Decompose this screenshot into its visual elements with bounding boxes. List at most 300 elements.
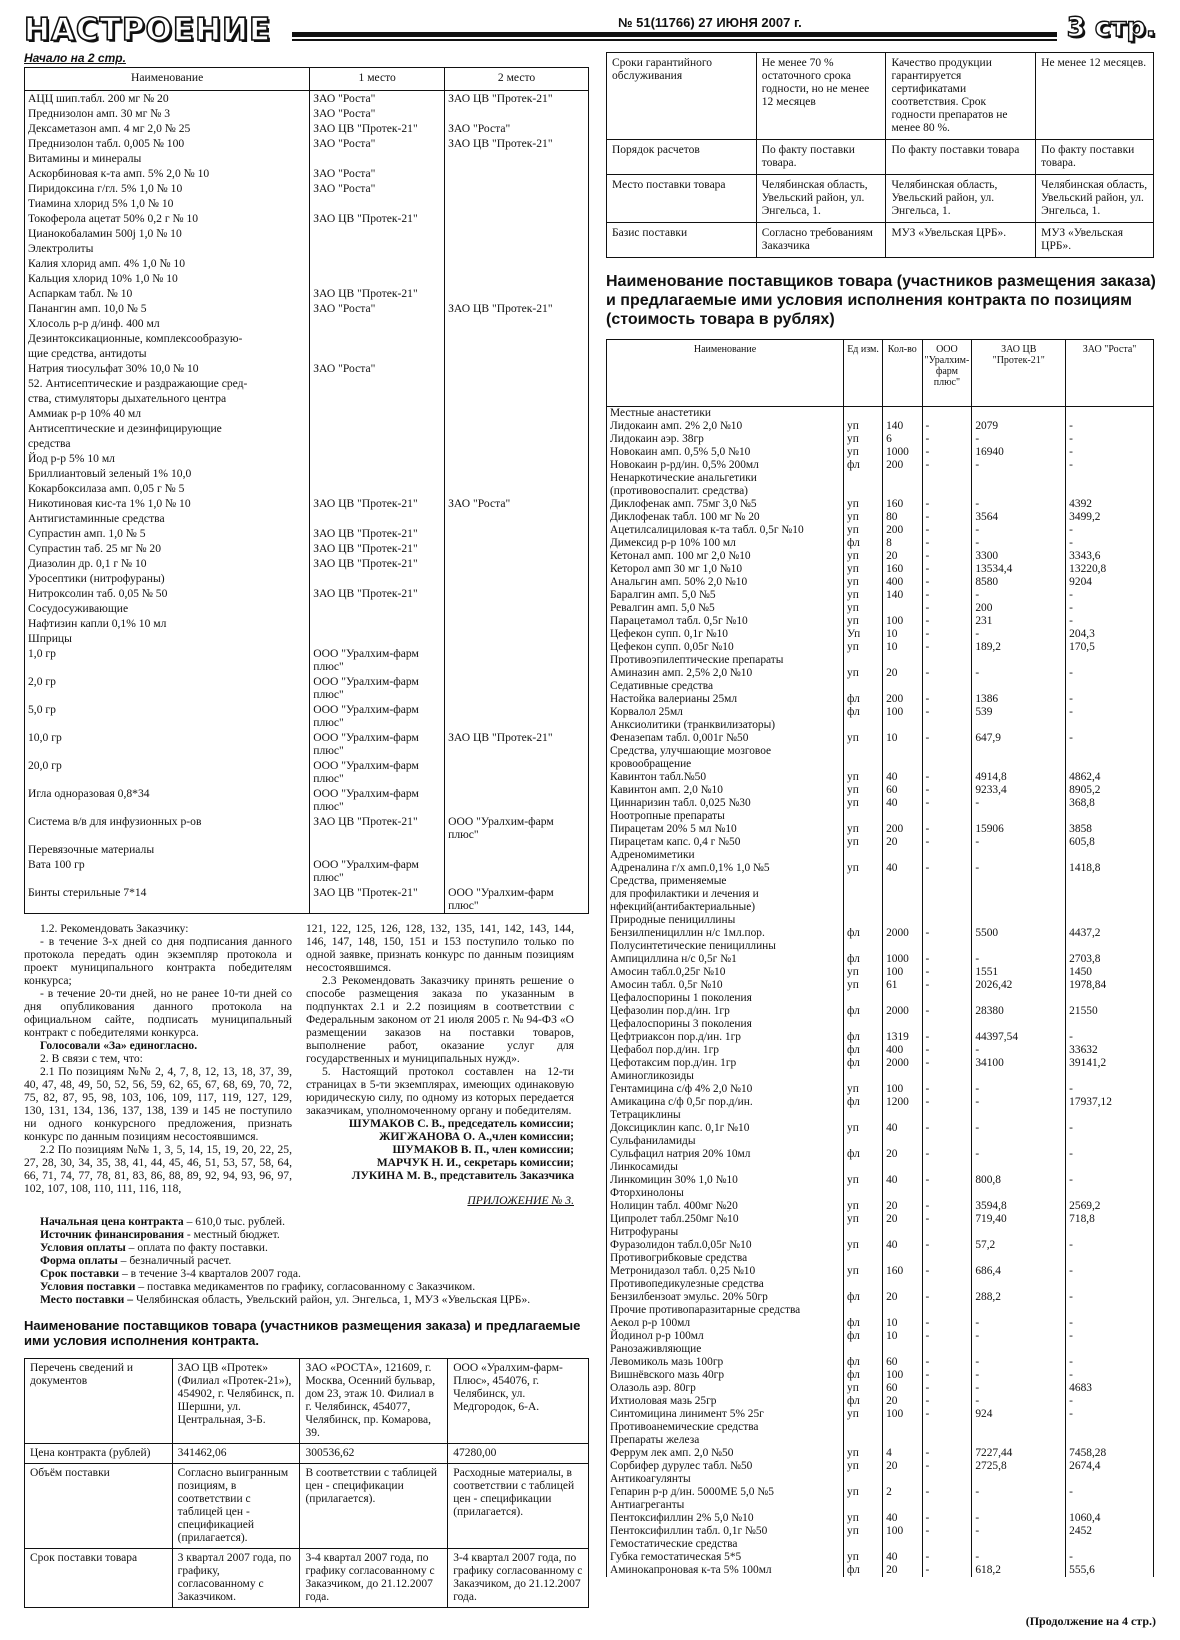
table-cell: 20,0 гр bbox=[25, 758, 310, 786]
table-cell bbox=[445, 106, 589, 121]
table-cell bbox=[922, 1304, 972, 1317]
table-row bbox=[607, 706, 1154, 719]
table-cell: Цефалоспорины 1 поколения bbox=[607, 992, 844, 1005]
table-cell: - bbox=[922, 927, 972, 940]
table-cell: 2725,8 bbox=[972, 1460, 1066, 1473]
table-cell: фл bbox=[844, 953, 883, 966]
table-cell bbox=[844, 992, 883, 1005]
table-cell: - bbox=[922, 1486, 972, 1499]
table-cell bbox=[445, 451, 589, 466]
table-row bbox=[607, 771, 1154, 784]
table-cell bbox=[883, 1070, 922, 1083]
table-cell: - bbox=[972, 1382, 1066, 1395]
table-cell: Аекол р-р 100мл bbox=[607, 1317, 844, 1330]
table-cell: Ревалгин амп. 5,0 №5 bbox=[607, 602, 844, 615]
table-cell: ООО "Уралхим-фарм плюс" bbox=[445, 814, 589, 842]
table-row bbox=[607, 823, 1154, 836]
table-cell: Бинты стерильные 7*14 bbox=[25, 885, 310, 914]
start-note: Начало на 2 стр. bbox=[24, 51, 126, 65]
table-cell: - bbox=[922, 1564, 972, 1577]
table-row bbox=[607, 1083, 1154, 1096]
table-cell bbox=[310, 331, 445, 346]
suppliers-table bbox=[24, 1358, 589, 1608]
paragraph: 2.1 По позициям №№ 2, 4, 7, 8, 12, 13, 18, 37, 39, 40, 47, 48, 49, 50, 52, 56, 59, 62, 65, 67, 68, 69, 70, 72, 75, 82, 87, 95, 98, 103, 106, 109, 117, 119, 127, 129, 130, 131, 134, 136, 137, 138, 139 и 145 не поступило ни одного конкурсного предложения, признать конкурс по данным позициям несостоявшимся. bbox=[24, 1065, 292, 1143]
table-cell bbox=[844, 810, 883, 823]
table-cell: 300536,62 bbox=[300, 1444, 448, 1464]
table-cell: 47280,00 bbox=[448, 1444, 589, 1464]
t1-header: 2 место bbox=[445, 68, 589, 91]
table-cell: - bbox=[972, 1395, 1066, 1408]
table-cell bbox=[844, 1070, 883, 1083]
table-cell bbox=[883, 888, 922, 901]
table-cell: Прочие противопаразитарные средства bbox=[607, 1304, 844, 1317]
table-cell bbox=[883, 1226, 922, 1239]
table-cell: - bbox=[922, 524, 972, 537]
table-cell bbox=[445, 758, 589, 786]
table-cell: ООО "Уралхим-фарм плюс" bbox=[310, 786, 445, 814]
table-row bbox=[607, 1395, 1154, 1408]
table-cell: - bbox=[1066, 459, 1154, 472]
table-cell bbox=[883, 407, 922, 421]
table-cell bbox=[310, 226, 445, 241]
table-cell: уп bbox=[844, 446, 883, 459]
table-cell bbox=[883, 1499, 922, 1512]
table-row bbox=[25, 286, 589, 301]
table-cell: Панангин амп. 10,0 № 5 bbox=[25, 301, 310, 316]
table-cell: - bbox=[972, 433, 1066, 446]
table-cell: 1319 bbox=[883, 1031, 922, 1044]
table-row bbox=[607, 1551, 1154, 1564]
table-cell: - bbox=[1066, 1551, 1154, 1564]
table-row bbox=[25, 631, 589, 646]
table-row bbox=[607, 758, 1154, 771]
table-cell bbox=[445, 466, 589, 481]
table-cell: 4437,2 bbox=[1066, 927, 1154, 940]
table-cell: 40 bbox=[883, 862, 922, 875]
term-line bbox=[24, 1228, 592, 1241]
table-cell: - bbox=[972, 667, 1066, 680]
table-cell bbox=[883, 680, 922, 693]
term-value: – оплата по факту поставки. bbox=[128, 1241, 268, 1254]
table-cell: Адреналина г/х амп.0,1% 1,0 №5 bbox=[607, 862, 844, 875]
table-row bbox=[607, 1369, 1154, 1382]
vote-line: Голосовали «За» единогласно. bbox=[40, 1039, 198, 1052]
table-cell: - bbox=[1066, 1291, 1154, 1304]
table-cell: 368,8 bbox=[1066, 797, 1154, 810]
table-cell: 539 bbox=[972, 706, 1066, 719]
table-row bbox=[25, 211, 589, 226]
table-cell: - bbox=[922, 1239, 972, 1252]
table-cell bbox=[972, 1070, 1066, 1083]
page-header bbox=[24, 12, 1156, 46]
table-cell bbox=[922, 875, 972, 888]
table-cell: - bbox=[922, 1213, 972, 1226]
table-cell: Не менее 70 % остаточного срока годности, но не менее 12 месяцев bbox=[756, 53, 886, 140]
table-cell: - bbox=[1066, 1395, 1154, 1408]
table-cell bbox=[883, 1538, 922, 1551]
table-cell: Челябинская область, Увельский район, ул. Энгельса, 1. bbox=[886, 175, 1036, 223]
table-cell: Уп bbox=[844, 628, 883, 641]
table-row bbox=[25, 601, 589, 616]
table-cell: уп bbox=[844, 1213, 883, 1226]
table-cell bbox=[883, 1473, 922, 1486]
table-cell: ООО "Уралхим-фарм плюс" bbox=[310, 730, 445, 758]
table-cell: Перечень сведений и документов bbox=[25, 1359, 173, 1444]
table-cell bbox=[922, 472, 972, 485]
table-cell: Не менее 12 месяцев. bbox=[1036, 53, 1154, 140]
table-cell bbox=[883, 810, 922, 823]
table-cell: 40 bbox=[883, 1512, 922, 1525]
table-cell bbox=[844, 914, 883, 927]
table-cell: Согласно требованиям Заказчика bbox=[756, 223, 886, 258]
table-row bbox=[607, 1382, 1154, 1395]
table-cell bbox=[972, 1343, 1066, 1356]
table-cell: Адреномиметики bbox=[607, 849, 844, 862]
table-row bbox=[607, 1291, 1154, 1304]
table-cell bbox=[844, 1304, 883, 1317]
table-cell bbox=[972, 1278, 1066, 1291]
table-cell: 20 bbox=[883, 667, 922, 680]
table-cell: фл bbox=[844, 459, 883, 472]
table-cell: - bbox=[922, 511, 972, 524]
table-cell bbox=[844, 1018, 883, 1031]
paragraph: - в течение 20-ти дней, но не ранее 10-ти дней со дня опубликования данного протокола на официальном сайте, подписать муниципальный контракт с победителями конкурса. bbox=[24, 987, 292, 1039]
table-cell: - bbox=[1066, 537, 1154, 550]
table-cell: Хлосоль р-р д/инф. 400 мл bbox=[25, 316, 310, 331]
table-cell bbox=[922, 1434, 972, 1447]
table-cell: - bbox=[922, 576, 972, 589]
table-row bbox=[607, 1031, 1154, 1044]
table-cell: - bbox=[922, 953, 972, 966]
table-cell: Ципролет табл.250мг №10 bbox=[607, 1213, 844, 1226]
table-cell: Аммиак р-р 10% 40 мл bbox=[25, 406, 310, 421]
table-cell bbox=[1066, 1434, 1154, 1447]
table-cell: 40 bbox=[883, 797, 922, 810]
table-cell bbox=[1066, 680, 1154, 693]
table-cell: 40 bbox=[883, 771, 922, 784]
table-cell: 160 bbox=[883, 563, 922, 576]
table-row bbox=[607, 1187, 1154, 1200]
conditions-table bbox=[606, 52, 1154, 258]
table-row bbox=[607, 576, 1154, 589]
table-cell bbox=[972, 745, 1066, 758]
table-cell: - bbox=[972, 1317, 1066, 1330]
table-row bbox=[25, 316, 589, 331]
table-cell: - bbox=[922, 1005, 972, 1018]
table-cell: Противоэпилептические препараты bbox=[607, 654, 844, 667]
table-cell bbox=[1066, 1187, 1154, 1200]
table-cell bbox=[922, 1538, 972, 1551]
table-cell bbox=[445, 346, 589, 361]
term-value: – в течение 3-4 кварталов 2007 года. bbox=[121, 1267, 301, 1280]
table-cell: Сульфацил натрия 20% 10мл bbox=[607, 1148, 844, 1161]
table-cell: 40 bbox=[883, 1122, 922, 1135]
table-cell: 2 bbox=[883, 1486, 922, 1499]
table-cell bbox=[883, 940, 922, 953]
table-cell bbox=[844, 1161, 883, 1174]
table-cell: уп bbox=[844, 511, 883, 524]
table-cell bbox=[922, 1109, 972, 1122]
table-cell: Цена контракта (рублей) bbox=[25, 1444, 173, 1464]
table-cell: - bbox=[922, 1057, 972, 1070]
table-row bbox=[25, 730, 589, 758]
table-cell: кровообращение bbox=[607, 758, 844, 771]
table-cell bbox=[844, 654, 883, 667]
table-cell: Сорбифер дурулес табл. №50 bbox=[607, 1460, 844, 1473]
table-row bbox=[607, 1161, 1154, 1174]
table-cell: Препараты железа bbox=[607, 1434, 844, 1447]
table-cell: Аминазин амп. 2,5% 2,0 №10 bbox=[607, 667, 844, 680]
table-cell: Феррум лек амп. 2,0 №50 bbox=[607, 1447, 844, 1460]
table-cell bbox=[883, 1135, 922, 1148]
table-cell: - bbox=[1066, 433, 1154, 446]
table-cell: Объём поставки bbox=[25, 1464, 173, 1549]
table-cell bbox=[972, 680, 1066, 693]
table-cell: ЗАО ЦВ "Протек-21" bbox=[310, 586, 445, 601]
table-cell: Место поставки товара bbox=[607, 175, 757, 223]
table-cell bbox=[922, 680, 972, 693]
table-cell: Ранозаживляющие bbox=[607, 1343, 844, 1356]
table-cell bbox=[445, 316, 589, 331]
left-column bbox=[24, 52, 592, 1608]
table-row bbox=[607, 810, 1154, 823]
table-row bbox=[607, 1226, 1154, 1239]
table-row bbox=[607, 1265, 1154, 1278]
table-cell bbox=[883, 901, 922, 914]
table-row bbox=[25, 616, 589, 631]
table-cell: Антигистаминные средства bbox=[25, 511, 310, 526]
term-value: - местный бюджет. bbox=[186, 1228, 280, 1241]
table-cell: ЗАО "Роста" bbox=[445, 121, 589, 136]
table-row bbox=[607, 1122, 1154, 1135]
table-cell bbox=[972, 849, 1066, 862]
table-cell: Феназепам табл. 0,001г №50 bbox=[607, 732, 844, 745]
table-row bbox=[607, 1473, 1154, 1486]
table-cell: 100 bbox=[883, 1083, 922, 1096]
table-cell: Электролиты bbox=[25, 241, 310, 256]
table-cell: 100 bbox=[883, 706, 922, 719]
table-cell: Фуразолидон табл.0,05г №10 bbox=[607, 1239, 844, 1252]
table-cell bbox=[445, 391, 589, 406]
table-cell: Тиамина хлорид 5% 1,0 № 10 bbox=[25, 196, 310, 211]
table-cell: Лидокаин аэр. 38гр bbox=[607, 433, 844, 446]
table-cell: - bbox=[922, 550, 972, 563]
table-row bbox=[607, 615, 1154, 628]
table-cell: уп bbox=[844, 563, 883, 576]
table-cell bbox=[922, 810, 972, 823]
table-cell: фл bbox=[844, 1330, 883, 1343]
table-cell: - bbox=[922, 732, 972, 745]
table-cell: уп bbox=[844, 1486, 883, 1499]
table-cell: ЗАО ЦВ "Протек-21" bbox=[310, 286, 445, 301]
table-row bbox=[607, 1408, 1154, 1421]
table-cell: Сосудосуживающие bbox=[25, 601, 310, 616]
table-cell bbox=[1066, 1278, 1154, 1291]
table-cell bbox=[1066, 1109, 1154, 1122]
table-cell: - bbox=[1066, 1174, 1154, 1187]
term-label: Условия оплаты bbox=[40, 1241, 126, 1254]
table-cell bbox=[972, 1161, 1066, 1174]
table-cell: щие средства, антидоты bbox=[25, 346, 310, 361]
table-cell: 100 bbox=[883, 1525, 922, 1538]
table-cell bbox=[972, 992, 1066, 1005]
table-cell: 3 квартал 2007 года, по графику, согласованному с Заказчиком. bbox=[172, 1549, 300, 1608]
table-cell bbox=[1066, 1070, 1154, 1083]
table-cell bbox=[922, 1343, 972, 1356]
table-cell bbox=[445, 702, 589, 730]
table-cell: ООО "Уралхим-фарм плюс" bbox=[310, 646, 445, 674]
table-cell: - bbox=[922, 1408, 972, 1421]
table-cell: 2452 bbox=[1066, 1525, 1154, 1538]
table-cell: 231 bbox=[972, 615, 1066, 628]
table-cell: 618,2 bbox=[972, 1564, 1066, 1577]
table-cell bbox=[922, 1070, 972, 1083]
table-cell: ООО "Уралхим-фарм плюс" bbox=[310, 702, 445, 730]
table-cell bbox=[883, 1252, 922, 1265]
table-row bbox=[607, 1057, 1154, 1070]
table-cell bbox=[883, 485, 922, 498]
table-cell: МУЗ «Увельская ЦРБ». bbox=[1036, 223, 1154, 258]
table-row bbox=[25, 842, 589, 857]
table-cell bbox=[922, 407, 972, 421]
table-cell: - bbox=[922, 966, 972, 979]
table-cell: - bbox=[922, 1330, 972, 1343]
table-cell: ства, стимуляторы дыхательного центра bbox=[25, 391, 310, 406]
table-cell: Цефазолин пор.д/ин. 1гр bbox=[607, 1005, 844, 1018]
header-rule bbox=[292, 32, 1057, 41]
table-cell: 13220,8 bbox=[1066, 563, 1154, 576]
table-cell: уп bbox=[844, 784, 883, 797]
table-row bbox=[25, 181, 589, 196]
table-cell: 4 bbox=[883, 1447, 922, 1460]
table-cell: уп bbox=[844, 1382, 883, 1395]
table-cell: 170,5 bbox=[1066, 641, 1154, 654]
table-cell bbox=[922, 1018, 972, 1031]
table-cell bbox=[445, 674, 589, 702]
table-cell bbox=[972, 875, 1066, 888]
table-cell bbox=[844, 1109, 883, 1122]
table-cell: 189,2 bbox=[972, 641, 1066, 654]
table-cell: Синтомицина линимент 5% 25г bbox=[607, 1408, 844, 1421]
table-cell bbox=[972, 1187, 1066, 1200]
table-row bbox=[607, 1304, 1154, 1317]
table-cell bbox=[310, 241, 445, 256]
table-cell bbox=[310, 421, 445, 436]
table-cell: Димексид р-р 10% 100 мл bbox=[607, 537, 844, 550]
table-cell: 13534,4 bbox=[972, 563, 1066, 576]
table-cell: 204,3 bbox=[1066, 628, 1154, 641]
table-cell: 288,2 bbox=[972, 1291, 1066, 1304]
table-cell: - bbox=[972, 1369, 1066, 1382]
table-row bbox=[607, 1499, 1154, 1512]
table-cell: 80 bbox=[883, 511, 922, 524]
table-cell: 2703,8 bbox=[1066, 953, 1154, 966]
table-cell: 8580 bbox=[972, 576, 1066, 589]
table-cell: Пентоксифиллин табл. 0,1г №50 bbox=[607, 1525, 844, 1538]
table-cell: 1000 bbox=[883, 446, 922, 459]
table-row bbox=[607, 498, 1154, 511]
paragraph: 2.2 По позициям №№ 1, 3, 5, 14, 15, 19, 20, 22, 25, 27, 28, 30, 34, 35, 38, 41, 44, 45, 46, 51, 53, 57, 58, 64, 66, 71, 74, 77, 78, 81, 83, 86, 88, 89, 92, 94, 93, 96, 97, 102, 107, 108, 110, 111, 116, 118, bbox=[24, 1143, 292, 1195]
signature-line: ЛУКИНА М. В., представитель Заказчика bbox=[351, 1169, 574, 1182]
table-cell: - bbox=[1066, 524, 1154, 537]
table-row bbox=[25, 256, 589, 271]
table-cell: 20 bbox=[883, 1460, 922, 1473]
table-cell bbox=[310, 376, 445, 391]
table-cell: - bbox=[922, 589, 972, 602]
table-row bbox=[607, 1096, 1154, 1109]
table-cell: уп bbox=[844, 589, 883, 602]
table-row bbox=[607, 784, 1154, 797]
table-cell: Бриллиантовый зеленый 1% 10,0 bbox=[25, 466, 310, 481]
table-cell: Кавинтон табл.№50 bbox=[607, 771, 844, 784]
table-cell: Кеторол амп 30 мг 1,0 №10 bbox=[607, 563, 844, 576]
table-row bbox=[25, 196, 589, 211]
table-row bbox=[607, 223, 1154, 258]
term-value: Челябинская область, Увельский район, ул. Энгельса, 1, МУЗ «Увельская ЦРБ». bbox=[135, 1293, 531, 1306]
table-cell: - bbox=[1066, 589, 1154, 602]
table-cell: - bbox=[972, 1551, 1066, 1564]
table-cell bbox=[972, 914, 1066, 927]
table-cell: ЗАО "Роста" bbox=[310, 166, 445, 181]
table-cell: Олазоль аэр. 80гр bbox=[607, 1382, 844, 1395]
table-row bbox=[25, 391, 589, 406]
term-line bbox=[24, 1280, 592, 1293]
table-cell: - bbox=[1066, 1486, 1154, 1499]
table-cell bbox=[445, 286, 589, 301]
table-cell: - bbox=[922, 1096, 972, 1109]
table-row bbox=[607, 1343, 1154, 1356]
paragraph: 2.3 Рекомендовать Заказчику принять решение о способе размещения заказа по указанным в подпунктах 2.1 и 2.2 позициям в соответствии с Федеральным законом от 21 июля 2005 г. № 94-ФЗ «О размещении заказов на поставки товаров, выполнение работ, оказание услуг для государственных и муниципальных нужд». bbox=[306, 974, 574, 1065]
table-cell bbox=[310, 616, 445, 631]
table-cell: 8905,2 bbox=[1066, 784, 1154, 797]
table-cell bbox=[883, 992, 922, 1005]
table-cell: Природные пенициллины bbox=[607, 914, 844, 927]
table-cell: 10 bbox=[883, 641, 922, 654]
table-cell bbox=[1066, 719, 1154, 732]
table-cell bbox=[972, 1018, 1066, 1031]
table-cell: 3594,8 bbox=[972, 1200, 1066, 1213]
table-cell bbox=[844, 1538, 883, 1551]
table-cell bbox=[922, 914, 972, 927]
table-row bbox=[25, 674, 589, 702]
table-cell: - bbox=[1066, 1356, 1154, 1369]
table-cell: 3-4 квартал 2007 года, по графику согласованному с Заказчиком, до 21.12.2007 года. bbox=[448, 1549, 589, 1608]
table-row bbox=[25, 1359, 589, 1444]
table-cell: уп bbox=[844, 1122, 883, 1135]
table-cell: 3-4 квартал 2007 года, по графику согласованному с Заказчиком, до 21.12.2007 года. bbox=[300, 1549, 448, 1608]
table-row bbox=[25, 786, 589, 814]
table-cell: Тетрациклины bbox=[607, 1109, 844, 1122]
table-cell: 100 bbox=[883, 966, 922, 979]
table-cell: 40 bbox=[883, 1174, 922, 1187]
table-row bbox=[607, 1213, 1154, 1226]
term-label: Срок поставки bbox=[40, 1267, 120, 1280]
table-cell: Кальция хлорид 10% 1,0 № 10 bbox=[25, 271, 310, 286]
table-cell: Йод р-р 5% 10 мл bbox=[25, 451, 310, 466]
table-cell: - bbox=[922, 1174, 972, 1187]
table-cell: - bbox=[922, 862, 972, 875]
table-cell bbox=[1066, 914, 1154, 927]
table-cell: уп bbox=[844, 420, 883, 433]
table-cell: уп bbox=[844, 1200, 883, 1213]
table-cell: 2079 bbox=[972, 420, 1066, 433]
table-row bbox=[25, 481, 589, 496]
table-row bbox=[607, 992, 1154, 1005]
term-label: Условия поставки bbox=[40, 1280, 136, 1293]
table-row bbox=[607, 1018, 1154, 1031]
table-cell bbox=[310, 406, 445, 421]
table-cell bbox=[972, 719, 1066, 732]
